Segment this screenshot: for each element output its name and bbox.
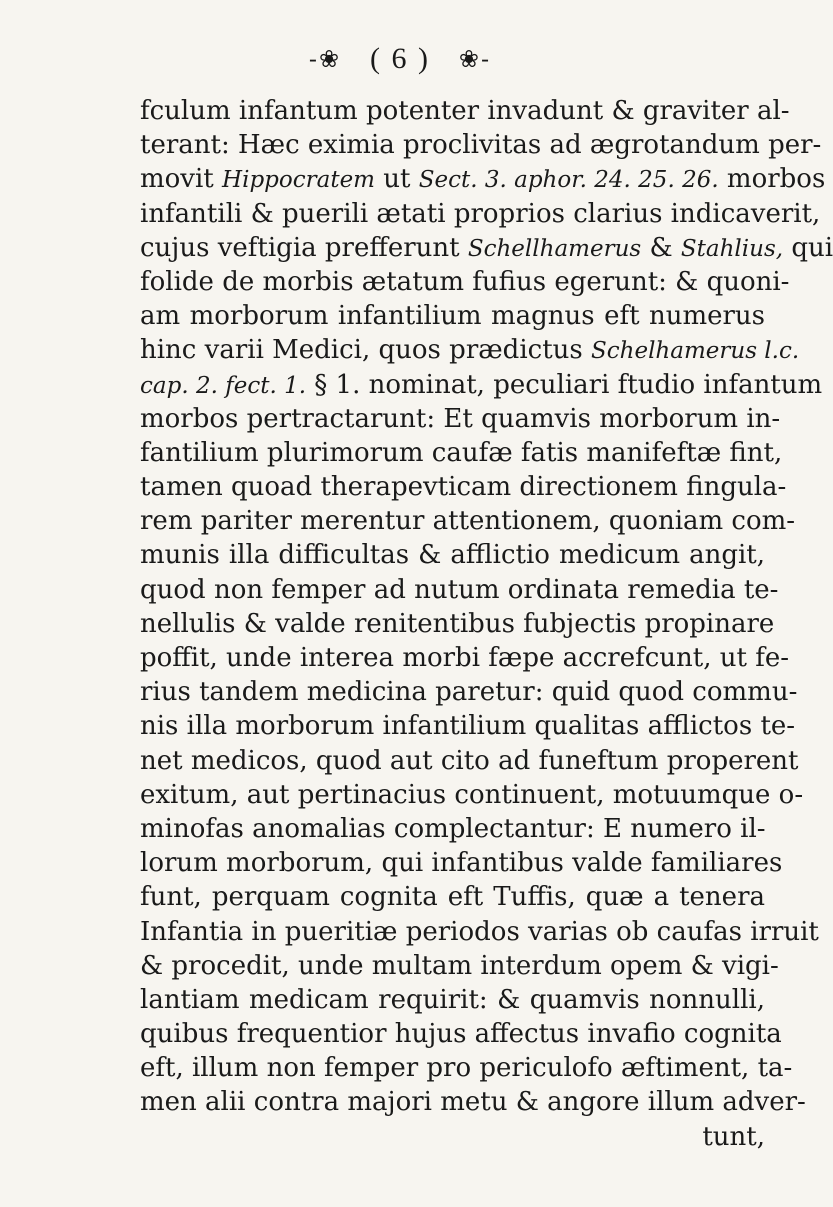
text-line xyxy=(140,333,800,367)
text-line xyxy=(140,744,799,778)
text-run: nis illa morborum infantilium qualitas afflictos te- xyxy=(140,711,796,742)
text-line xyxy=(140,1051,793,1085)
text-run: morbos xyxy=(718,164,826,195)
text-line xyxy=(140,128,822,162)
text-run: qui xyxy=(783,232,833,263)
text-run: fantilium plurimorum caufæ fatis manifeftæ fint, xyxy=(140,437,783,468)
catchword: tunt, xyxy=(702,1121,765,1152)
italic-citation: Schellhamerus xyxy=(467,235,642,262)
text-run: poffit, unde interea morbi fæpe accrefcunt, ut fe- xyxy=(140,643,789,673)
text-line xyxy=(140,265,790,299)
text-run: movit xyxy=(140,164,223,195)
text-line xyxy=(140,573,779,607)
text-line xyxy=(140,949,779,983)
text-line xyxy=(140,641,789,675)
text-line xyxy=(140,846,783,880)
text-run: Infantia in pueritiæ periodos varias ob caufas irruit xyxy=(140,916,819,947)
text-line xyxy=(140,162,826,196)
text-run: rius tandem medicina paretur: quid quod commu- xyxy=(140,677,798,708)
text-line xyxy=(140,915,819,949)
text-line xyxy=(140,436,783,470)
text-run: lantiam medicam requirit: & quamvis nonnulli, xyxy=(140,984,765,1015)
text-line xyxy=(140,368,823,402)
text-line xyxy=(140,812,765,846)
text-line xyxy=(140,299,765,333)
text-line xyxy=(140,538,765,572)
page-header xyxy=(0,40,800,76)
text-line xyxy=(140,607,775,641)
page-number: ( 6 ) xyxy=(370,41,430,75)
text-run: men alii contra majori metu & angore illum adver- xyxy=(140,1087,806,1118)
text-run: lorum morborum, qui infantibus valde familiares xyxy=(140,848,783,879)
text-line xyxy=(140,504,796,538)
text-run: terant: Hæc eximia proclivitas ad ægrotandum per- xyxy=(140,130,822,161)
text-line xyxy=(140,94,790,128)
text-run: munis illa difficultas & afflictio medicum angit, xyxy=(140,540,765,571)
text-run: am morborum infantilium magnus eft numerus xyxy=(140,301,765,332)
text-line xyxy=(140,778,804,812)
text-run: rem pariter merentur attentionem, quoniam com- xyxy=(140,506,796,537)
text-run: funt, perquam cognita eft Tuffis, quæ a tenera xyxy=(140,882,765,913)
left-ornament: -❀ xyxy=(308,44,342,73)
text-run: eft, illum non femper pro periculofo æftiment, ta- xyxy=(140,1053,793,1084)
text-run: hinc varii Medici, quos prædictus xyxy=(140,335,592,366)
text-run: minofas anomalias complectantur: E numero il- xyxy=(140,813,766,844)
text-line xyxy=(140,197,821,231)
text-run: net medicos, quod aut cito ad funeftum properent xyxy=(140,745,799,776)
text-line xyxy=(140,880,765,914)
text-line xyxy=(140,231,833,265)
text-line xyxy=(140,983,765,1017)
text-run: ut xyxy=(375,164,419,195)
text-run: infantili & puerili ætati proprios clarius indicaverit, xyxy=(140,198,821,229)
italic-citation: Schelhamerus l.c. xyxy=(591,338,800,365)
text-run: morbos pertractarunt: Et quamvis morborum in- xyxy=(140,403,781,434)
text-line xyxy=(140,1017,782,1051)
text-line xyxy=(140,675,798,709)
italic-citation: Hippocratem xyxy=(222,167,375,194)
text-line xyxy=(140,709,796,743)
text-run: exitum, aut pertinacius continuent, motuumque o- xyxy=(140,779,804,810)
text-run: cujus veftigia prefferunt xyxy=(140,232,468,263)
text-run: & xyxy=(641,232,681,263)
text-run: tamen quoad therapevticam directionem fingula- xyxy=(140,472,787,503)
text-run: fculum infantum potenter invadunt & graviter al- xyxy=(140,96,790,126)
body-text xyxy=(140,94,833,1154)
text-run: & procedit, unde multam interdum opem & vigi- xyxy=(140,950,779,981)
text-run: § 1. nominat, peculiari ftudio infantum xyxy=(306,369,823,400)
text-run: quibus frequentior hujus affectus invafio cognita xyxy=(140,1019,782,1050)
text-line xyxy=(140,402,781,436)
text-run: nellulis & valde renitentibus fubjectis propinare xyxy=(140,608,775,639)
text-run: folide de morbis ætatum fufius egerunt: & quoni- xyxy=(140,266,790,297)
text-run: quod non femper ad nutum ordinata remedia te- xyxy=(140,574,779,605)
italic-citation: Sect. 3. aphor. 24. 25. 26. xyxy=(418,167,719,194)
right-ornament: ❀- xyxy=(458,44,492,73)
text-line xyxy=(140,1085,806,1119)
italic-citation: Stahlius, xyxy=(680,235,784,262)
italic-citation: cap. 2. fect. 1. xyxy=(140,372,307,399)
text-line xyxy=(140,470,787,504)
